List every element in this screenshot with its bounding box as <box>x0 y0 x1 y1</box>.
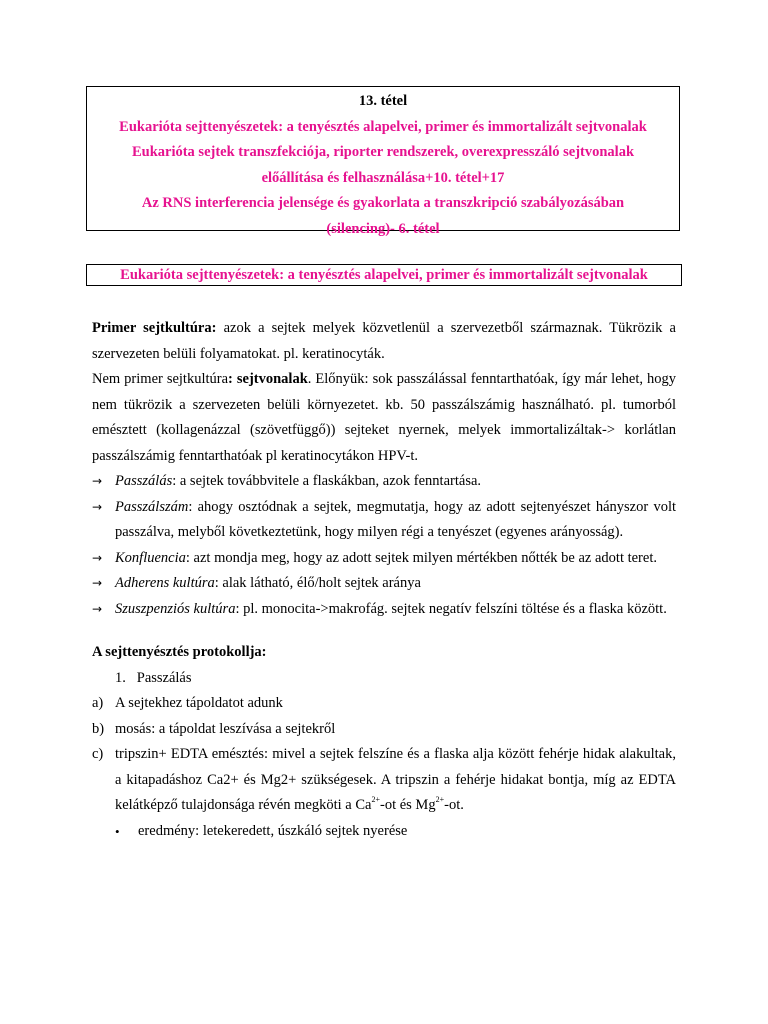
definition-item <box>92 469 676 495</box>
protocol-heading <box>92 640 676 666</box>
definition-term: Szuszpenziós kultúra <box>115 600 236 617</box>
definition-term: Passzálszám <box>115 498 189 515</box>
item-text-mid: -ot és Mg <box>380 797 436 813</box>
protocol-step-1: 1. Passzálás <box>115 669 192 686</box>
definition-item <box>92 571 676 597</box>
superscript: 2+ <box>435 795 445 804</box>
item-letter: b) <box>92 720 105 737</box>
arrow-icon: → <box>92 576 103 590</box>
item-text: tripszin+ EDTA emésztés: mivel a sejtek felszíne és a flaska alja között fehérje hidak alakultak, a kitapadáshoz Ca2+ és Mg2+ szükségesek. A tripszin a fehérje hidakat bontja, míg az EDTA kelátképző tulajdonsága révén megköti a Ca <box>115 746 676 813</box>
item-text: A sejtekhez tápoldatot adunk <box>115 695 283 711</box>
primer-paragraph <box>92 316 676 367</box>
title-line-1: Eukarióta sejttenyészetek: a tenyésztés alapelvei, primer és immortalizált sejtvonalak <box>119 118 647 135</box>
superscript: 2+ <box>371 795 380 804</box>
title-line-4: Az RNS interferencia jelensége és gyakorlata a transzkripció szabályozásában <box>141 195 625 211</box>
primer-text: azok a sejtek melyek közvetlenül a szervezetből származnak. Tükrözik a szervezeten belüli folyamatokat. pl. keratinocyták. <box>92 320 676 362</box>
bullet-item <box>92 819 676 845</box>
title-line-2: Eukarióta sejtek transzfekciója, riporter rendszerek, overexpresszáló sejtvonalak <box>131 144 635 160</box>
definition-text: : pl. monocita->makrofág. sejtek negatív felszíni töltése és a flaska között. <box>235 600 667 617</box>
title-line-5: (silencing)- 6. tétel <box>326 220 440 237</box>
title-line-3: előállítása és felhasználása+10. tétel+17 <box>261 169 505 186</box>
title-box <box>86 86 680 237</box>
nonprimer-colon: : <box>228 371 237 387</box>
section-title-box: Eukarióta sejttenyészetek: a tenyésztés alapelvei, primer és immortalizált sejtvonalak <box>86 264 682 286</box>
definition-text: : alak látható, élő/holt sejtek aránya <box>214 575 421 591</box>
protocol-title: A sejttenyésztés protokollja: <box>92 644 267 660</box>
nonprimer-lead: Nem primer sejtkultúra <box>92 371 229 387</box>
arrow-icon: → <box>92 499 103 514</box>
item-text-end: -ot. <box>444 797 464 813</box>
protocol-item <box>92 717 676 743</box>
item-letter: c) <box>92 746 104 762</box>
thesis-number: 13. tétel <box>358 93 408 109</box>
arrow-icon: → <box>92 601 103 616</box>
protocol-item <box>92 691 676 717</box>
primer-term: Primer sejtkultúra: <box>92 320 217 336</box>
document-body <box>92 316 676 844</box>
definition-term: Passzálás <box>115 473 173 489</box>
protocol-item <box>92 742 676 819</box>
bullet-icon: • <box>115 823 120 839</box>
arrow-icon: → <box>92 474 103 488</box>
nonprimer-paragraph <box>92 367 676 469</box>
spacer <box>92 622 676 640</box>
definition-text: : azt mondja meg, hogy az adott sejtek milyen mértékben nőtték be az adott teret. <box>185 549 657 566</box>
definition-term: Konfluencia <box>115 549 186 566</box>
definition-item <box>92 597 676 623</box>
definition-item <box>92 546 676 572</box>
definition-text: : a sejtek továbbvitele a flaskákban, azok fenntartása. <box>172 473 482 489</box>
definition-term: Adherens kultúra <box>115 575 215 591</box>
definition-text: : ahogy osztódnak a sejtek, megmutatja, hogy az adott sejtenyészet hányszor volt passzálva, melyből következtetünk, hogy milyen régi a tenyészet (egyenes arányosság). <box>115 498 676 540</box>
arrow-icon: → <box>92 550 103 565</box>
nonprimer-text: . Előnyük: sok passzálással fenntarthatóak, így már lehet, hogy nem tükrözik a szervezeten belüli környezetet. kb. 50 passzálszámig használható. pl. tumorból emésztett (kollagenázzal (szövetfüggő)) sejteket nyernek, melyek immortalizáltak-> korlátlan passzálszámig fenntarthatóak pl keratinocytákon HPV-t. <box>92 371 676 464</box>
bullet-text: eredmény: letekeredett, úszkáló sejtek nyerése <box>138 822 408 839</box>
nonprimer-term: sejtvonalak <box>236 371 308 387</box>
item-text: mosás: a tápoldat leszívása a sejtekről <box>115 720 336 737</box>
definition-item <box>92 495 676 546</box>
item-letter: a) <box>92 695 104 711</box>
